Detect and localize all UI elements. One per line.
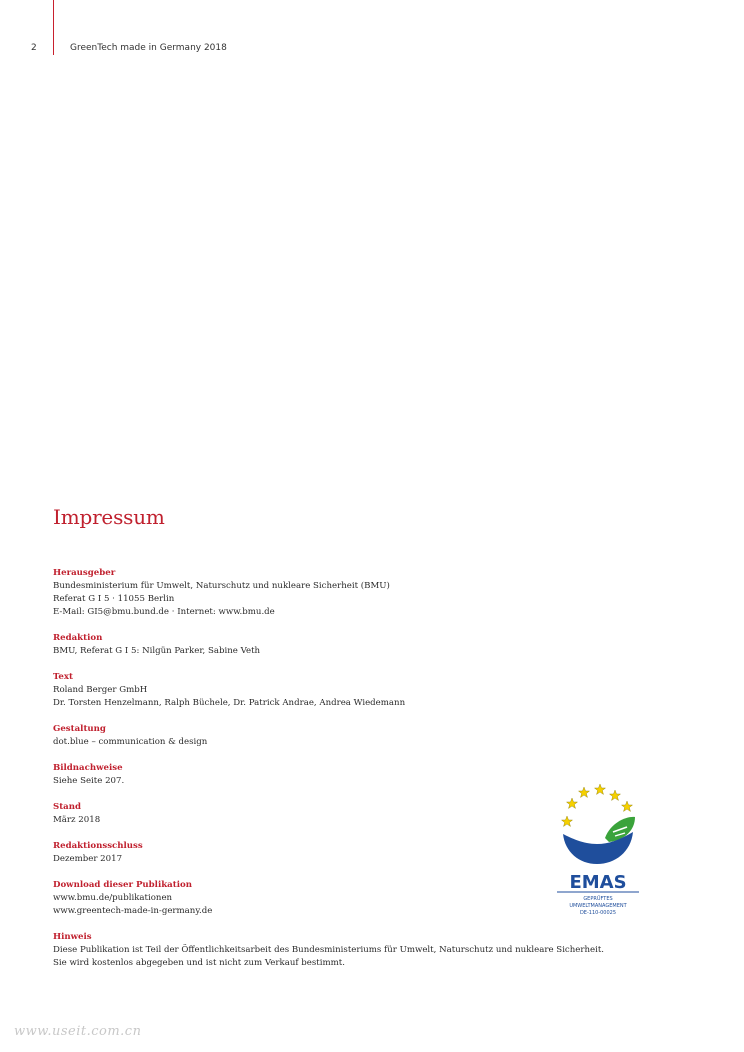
imprint-section <box>53 632 673 658</box>
section-line: Referat G I 5 · 11055 Berlin <box>53 594 175 604</box>
section-heading: Herausgeber <box>53 568 116 578</box>
emas-star <box>579 787 590 798</box>
section-line: Diese Publikation ist Teil der Öffentlichkeitsarbeit des Bundesministeriums für Umwelt, Naturschutz und nukleare Sicherheit. <box>53 945 605 955</box>
imprint-section <box>53 723 673 749</box>
section-line: dot.blue – communication & design <box>53 737 208 747</box>
emas-wordmark: EMAS <box>569 872 627 893</box>
section-line: März 2018 <box>53 815 101 825</box>
emas-registration: DE-110-00025 <box>579 910 617 916</box>
emas-star <box>562 816 573 827</box>
imprint-section <box>53 567 673 619</box>
section-line: Roland Berger GmbH <box>53 685 148 695</box>
section-line: E-Mail: GI5@bmu.bund.de · Internet: www.bmu.de <box>53 607 275 617</box>
section-line: www.bmu.de/publikationen <box>53 893 173 903</box>
emas-subline-1: GEPRÜFTES <box>583 896 613 902</box>
section-heading: Gestaltung <box>53 724 106 734</box>
section-heading: Stand <box>53 802 82 812</box>
page-title: Impressum <box>53 505 165 529</box>
section-line: Bundesministerium für Umwelt, Naturschutz und nukleare Sicherheit (BMU) <box>53 581 390 591</box>
header-rule <box>53 0 54 55</box>
emas-subline-2: UMWELTMANAGEMENT <box>569 903 627 909</box>
running-title: GreenTech made in Germany 2018 <box>70 43 227 53</box>
section-line: Dezember 2017 <box>53 854 123 864</box>
imprint-section <box>53 931 673 970</box>
emas-star <box>567 798 578 809</box>
section-line: Dr. Torsten Henzelmann, Ralph Büchele, Dr. Patrick Andrae, Andrea Wiedemann <box>53 698 406 708</box>
emas-logo <box>553 782 643 922</box>
imprint-section <box>53 671 673 710</box>
emas-star <box>595 784 606 795</box>
section-heading: Download dieser Publikation <box>53 880 192 890</box>
section-line: Sie wird kostenlos abgegeben und ist nicht zum Verkauf bestimmt. <box>53 958 345 968</box>
emas-logo-graphic <box>553 782 643 922</box>
section-line: BMU, Referat G I 5: Nilgün Parker, Sabine Veth <box>53 646 261 656</box>
section-heading: Bildnachweise <box>53 763 123 773</box>
section-heading: Text <box>53 672 73 682</box>
section-heading: Redaktionsschluss <box>53 841 143 851</box>
section-heading: Hinweis <box>53 932 92 942</box>
section-line: Siehe Seite 207. <box>53 776 125 786</box>
section-line: www.greentech-made-in-germany.de <box>53 906 213 916</box>
section-heading: Redaktion <box>53 633 103 643</box>
page-number: 2 <box>31 43 37 53</box>
emas-star <box>610 790 621 801</box>
emas-star <box>622 801 633 812</box>
watermark: www.useit.com.cn <box>14 1024 142 1039</box>
